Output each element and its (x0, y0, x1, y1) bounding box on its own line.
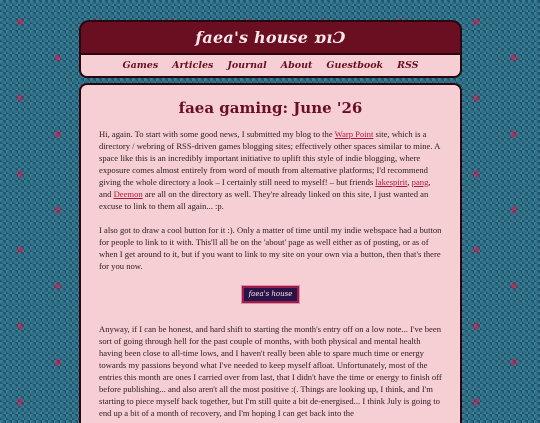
main-nav (79, 53, 462, 78)
nav-link-journal[interactable]: Journal (227, 60, 267, 71)
link-pang[interactable]: pang (411, 177, 429, 187)
paragraph-text: are all on the directory as well. They're already linked on this site, I just wanted an excuse to link to them all again... :p. (99, 189, 429, 211)
nav-link-about[interactable]: About (280, 60, 313, 71)
nav-link-guestbook[interactable]: Guestbook (326, 60, 384, 71)
post-title: faea gaming: June '26 (178, 99, 363, 117)
badge-container (99, 281, 442, 303)
paragraph-update: Anyway, if I can be honest, and hard shift to starting the month's entry off on a low note... I've been sort of going through hell for the past couple of months, with both physical and mental health having been close to all-time lows, and I haven't really been able to spare much time or energy towards my passions beyond what I've needed to keep myself afloat. Unfortunately, most of the entries this month are ones I carried over from last, that I didn't have the time or energy to finish off before publishing... and also aren't all the most positive :(. Things are looking up, I think, and I'm starting to piece myself back together, but I'm still quite a bit de-energised... I think July is going to end up a bit of a month of recovery, and I'm hoping I can get back into the (99, 324, 442, 418)
nav-link-games[interactable]: Games (122, 60, 159, 71)
paragraph-button: I also got to draw a cool button for it :). Only a matter of time until my indie webspace had a button for people to link to it with. This'll all be on the 'about' page as well either as of posting, or as of when I get around to it, but if you want to link to my site on your own via a button, then that's there for you now. (99, 225, 442, 271)
paragraph-intro (99, 128, 442, 212)
site-button-badge[interactable]: faea's house (242, 286, 300, 303)
site-header (79, 20, 462, 53)
paragraph-text: , (428, 177, 431, 187)
link-deemon[interactable]: Deemon (113, 189, 143, 199)
link-lakespirit[interactable]: lakespirit (375, 177, 408, 187)
nav-link-articles[interactable]: Articles (172, 60, 214, 71)
nav-link-rss[interactable]: RSS (397, 60, 419, 71)
paragraph-text: Hi, again. To start with some good news, I submitted my blog to the (99, 129, 335, 139)
link-warp-point[interactable]: Warp Point (334, 129, 374, 139)
site-title[interactable]: faea's house ɒıƆ (195, 28, 346, 47)
page-container (79, 20, 462, 420)
paragraph-text: site, which is a directory / webring of RSS-driven games blogging sites; effectively other spaces similar to mine. A space like this is an incredibly important initiative to uplift this style of indie blogging, where exposure comes almost entirely from word of mouth from alternative platforms; I'd recommend giving the whole directory a look – I certainly still need to myself! – but friends (99, 129, 440, 187)
paragraph-text: and (99, 189, 114, 199)
post-content (79, 83, 462, 423)
paragraph-text: , (407, 177, 412, 187)
